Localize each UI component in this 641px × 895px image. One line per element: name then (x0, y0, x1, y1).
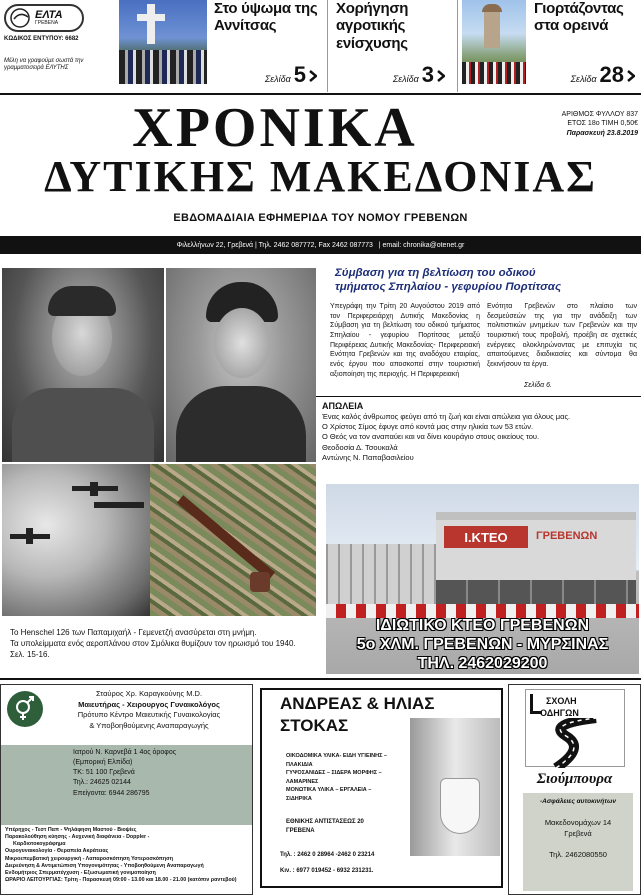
stokas-phone: Τηλ. : 2462 0 28964 -2462 0 23214 (280, 852, 375, 858)
tagline: ΕΒΔΟΜΑΔΙΑΙΑ ΕΦΗΜΕΡΙΔΑ ΤΟΥ ΝΟΜΟΥ ΓΡΕΒΕΝΩΝ (173, 212, 468, 224)
title-line-2: ΔΥΤΙΚΗΣ ΜΑΚΕΔΟΝΙΑΣ (44, 152, 597, 201)
stokas-item: ΜΟΝΩΤΙΚΑ ΥΛΙΚΑ – ΕΡΓΑΛΕΙΑ – (286, 787, 372, 794)
driving-line-3: Γρεβενά (564, 829, 592, 838)
doctor-service: Ουρογυναικολογία - Θεραπεία Ακράτειας (5, 848, 109, 855)
doctor-service: Ενδομήτριος Σπερματέγχυση - Εξωσωματική γονιμοποίηση (5, 869, 156, 876)
issue-year-price: ΕΤΟΣ 18ο ΤΙΜΗ 0,50€ (567, 120, 638, 128)
stokas-title-1: ΑΝΔΡΕΑΣ & ΗΛΙΑΣ (280, 694, 435, 713)
doctor-address-4: Τηλ.: 24625 02144 (73, 779, 131, 787)
doctor-service: Καρδιοτοκογράφημα (13, 841, 66, 848)
ktel-sign: Ι.ΚΤΕΟ (464, 529, 508, 545)
teaser-2[interactable] (327, 0, 457, 92)
teaser-1-page: 5 (293, 62, 306, 87)
stokas-item: ΠΛΑΚΙΔΙΑ (286, 761, 313, 768)
contact-bar-text: Φιλελλήνων 22, Γρεβενά | Τηλ. 2462 087772, Fax 2462 087773 | email: chronika@otenet.gr (176, 241, 465, 249)
contact-bar (0, 236, 641, 254)
teaser-2-headline: Χορήγηση αγροτικής ενίσχυσης (336, 0, 409, 52)
ktel-line-1: ΙΔΙΩΤΙΚΟ ΚΤΕΟ ΓΡΕΒΕΝΩΝ (375, 617, 590, 634)
doctor-address-2: (Εμπορική Ελπίδα) (73, 759, 133, 767)
obituary-line-2: Ο Χρίστος Σίμος έφυγε από κοντά μας στην ηλικία των 53 ετών. (322, 422, 534, 432)
elta-label: ΕΛΤΑ (35, 9, 63, 21)
elta-sub: ΓΡΕΒΕΝΑ (35, 20, 59, 26)
doctor-logo (7, 691, 43, 727)
stokas-title-2: ΣΤΟΚΑΣ (280, 716, 349, 735)
teaser-1-headline: Στο ύψωμα της Αννίτσας (214, 0, 318, 35)
stokas-ad[interactable] (260, 688, 503, 888)
masthead-note: Μέλη να γραφούμε σωστά την γραμματοσειρά ΕΛΥΤΗΣ (4, 58, 84, 72)
chevron-right-icon (627, 70, 635, 82)
portrait-photo-1 (2, 268, 164, 462)
doctor-address-box (1, 745, 252, 825)
driving-line-2: Μακεδονομάχων 14 (544, 817, 612, 827)
ktel-line-3: ΤΗΛ. 2462029200 (417, 655, 548, 673)
doctor-title: Μαιευτήρας - Χειρουργος Γυναικολόγος (78, 699, 220, 709)
ktel-text (326, 616, 639, 674)
doctor-address-5: Επείγοντα: 6944 286795 (73, 789, 150, 797)
doctor-name: Σταύρος Χρ. Καραγκούνης M.D. (95, 689, 203, 698)
issue-info (500, 110, 638, 138)
stokas-item: ΓΥΨΟΣΑΝΙΔΕΣ – ΣΙΔΕΡΑ ΜΟΡΦΗΣ – (286, 770, 382, 777)
driving-info-box (523, 793, 633, 891)
doctor-address-1: Ιατρού Ν. Καρνεβά 1 4ος όροφος (73, 749, 177, 756)
teaser-2-page: 3 (421, 62, 434, 87)
driving-ad[interactable] (508, 684, 641, 895)
doctor-ad[interactable] (0, 684, 253, 895)
teaser-2-page-label: Σελίδα (392, 74, 419, 84)
photo-caption-line-1: Το Henschel 126 των Παπαμιχαήλ - Γεμενετζή ανασύρεται στη μνήμη. (10, 628, 257, 637)
teaser-1-photo (119, 0, 207, 84)
doctor-service: Παρακολούθηση κύησης - Αυχενική διαφάνεια - Doppler - (5, 834, 150, 841)
doctor-service: Υπέρηχος - Τεστ Παπ - Ψηλάφηση Μαστού - Βιοψίες (5, 827, 137, 833)
lead-col-1: Υπεγράφη την Τρίτη 20 Αυγούστου 2019 από τον Περιφερειάρχη Δυτικής Μακεδονίας η Σύμβαση για τη βελτίωση του οδικού τμήματος Σπηλαίου - γεφυρίου Πορτίτσας μεταξύ Περιφέρειας Δυτικής Μακεδονίας- Περιφερειακή Ενότητα Γρεβενών και της αναδόχου εταιρίας, ενός έργου που αποσκοπεί στην τουριστική αξιοποίηση της περιοχής. Η Περιφερειακή (330, 303, 480, 378)
stokas-mobile: Κιν. : 6977 019452 - 6932 231231. (280, 868, 374, 874)
road-icon (526, 718, 626, 768)
stokas-address-2: ΓΡΕΒΕΝΑ (286, 828, 315, 834)
teaser-3[interactable] (457, 0, 641, 92)
teaser-3-page: 28 (599, 62, 624, 87)
photo-caption-line-2: Τα υπολείμματα ενός αεροπλάνου στον Σμόλικα θυμίζουν τον ηρωισμό του 1940. (10, 638, 296, 648)
driving-logo-2: ΟΔΗΓΩΝ (540, 708, 579, 718)
stokas-address-1: ΕΘΝΙΚΗΣ ΑΝΤΙΣΤΑΣΕΩΣ 20 (286, 819, 364, 825)
elta-logo (4, 4, 84, 32)
wreck-photo (150, 464, 316, 616)
stokas-item: ΛΑΜΑΡΙΝΕΣ (286, 778, 319, 785)
elta-bird-icon (9, 7, 35, 29)
planes-photo (2, 464, 150, 616)
stokas-item: ΟΙΚΟΔΟΜΙΚΑ ΥΛΙΚΑ- ΕΙΔΗ ΥΓΙΕΙΝΗΣ – (286, 753, 387, 759)
obituary-divider (316, 396, 641, 397)
chevron-right-icon (437, 70, 445, 82)
obituary-line-5: Αντώνης Ν. Παπαβασιλείου (322, 452, 414, 462)
teaser-3-photo (462, 0, 526, 84)
bottom-divider (0, 678, 641, 680)
teaser-3-headline: Γιορτάζοντας στα ορεινά (534, 0, 624, 35)
stokas-address (286, 818, 364, 836)
obituary-line-4: Θεοδοσία Δ. Τσουκαλά (322, 442, 398, 452)
obituary-title: ΑΠΩΛΕΙΑ (322, 401, 364, 411)
lead-headline[interactable]: Σύμβαση για τη βελτίωση του οδικού τμήματος Σπηλαίου - γεφυρίου Πορτίτσας (335, 267, 562, 294)
lead-page-ref: Σελίδα 6. (524, 382, 552, 389)
portrait-photo-2 (166, 268, 316, 462)
bathroom-photo (410, 718, 500, 856)
driving-brand: Σιούμπουρα (536, 771, 613, 787)
teaser-1[interactable] (117, 0, 327, 92)
gender-symbol-icon (12, 696, 38, 722)
doctor-address-3: ΤΚ: 51 100 Γρεβενά (73, 769, 135, 777)
driving-phone: Τηλ. 2462080550 (549, 850, 607, 860)
lead-col-2: Ενότητα Γρεβενών στο πλαίσιο των δεσμεύσεών της για την ανάδειξη των πολιτιστικών μνημείων των Γρεβενών και την τουριστική τους προβολή, προέβη σε σχετικές ενέργειες ολοκληρώνοντας με επιτυχία τις απαιτούμενες διαδικασίες και σύντομα θα ξεκινήσουν τα έργα. (487, 303, 637, 368)
chevron-right-icon (309, 70, 317, 82)
ktel-line-2: 5ο ΧΛΜ. ΓΡΕΒΕΝΩΝ - ΜΥΡΣΙΝΑΣ (356, 636, 609, 654)
doctor-service: Μικροεπεμβατική χειρουργική - Λαπαροσκόπηση Υστεροσκόπηση (5, 855, 173, 862)
obituary (322, 400, 640, 463)
masthead-left (0, 0, 115, 92)
driving-logo (525, 689, 625, 767)
obituary-line-3: Ο Θεός να τον αναπαύει και να δίνει κουράγιο στους οικείους του. (322, 432, 540, 442)
title-line-1: ΧΡΟΝΙΚΑ (132, 97, 418, 159)
teaser-1-page-label: Σελίδα (264, 74, 291, 84)
issue-number: ΑΡΙΘΜΟΣ ΦΥΛΛΟΥ 837 (561, 111, 638, 118)
driving-line-1: -Ασφάλειες αυτοκινήτων (539, 798, 617, 805)
ktel-building (436, 512, 636, 604)
doctor-center-1: Πρότυπο Κέντρο Μαιευτικής Γυναικολογίας (77, 710, 221, 719)
photo-caption (10, 628, 318, 660)
issue-date: Παρασκευή 23.8.2019 (566, 129, 638, 137)
driving-logo-1: ΣΧΟΛΗ (546, 696, 577, 706)
stokas-item: ΣΙΔΗΡΙΚΑ (286, 795, 312, 802)
photo-caption-line-3: Σελ. 15-16. (10, 649, 50, 659)
obituary-line-1: Ένας καλός άνθρωπος φεύγει από τη ζωή και είναι απώλεια για όλους μας. (322, 412, 571, 422)
top-divider (0, 93, 641, 95)
ktel-ad[interactable] (326, 484, 639, 674)
doctor-hours: ΩΡΑΡΙΟ ΛΕΙΤΟΥΡΓΙΑΣ: Τρίτη - Παρασκευή 09:00 - 13.00 και 18.00 - 21.00 (κατόπιν ραντεβού) (5, 876, 237, 883)
code-label: ΚΩΔΙΚΟΣ ΕΝΤΥΠΟΥ: 6682 (4, 36, 79, 42)
ktel-sign-2: ΓΡΕΒΕΝΩΝ (536, 530, 598, 542)
doctor-services (5, 827, 251, 884)
doctor-service: Διερεύνηση & Αντιμετώπιση Υπογονιμότητας - Υποβοηθούμενη Αναπαραγωγή (5, 862, 204, 869)
doctor-center-2: & Υποβοηθούμενης Αναπαραγωγής (89, 720, 209, 730)
teaser-3-page-label: Σελίδα (570, 74, 597, 84)
stokas-items (286, 752, 421, 803)
